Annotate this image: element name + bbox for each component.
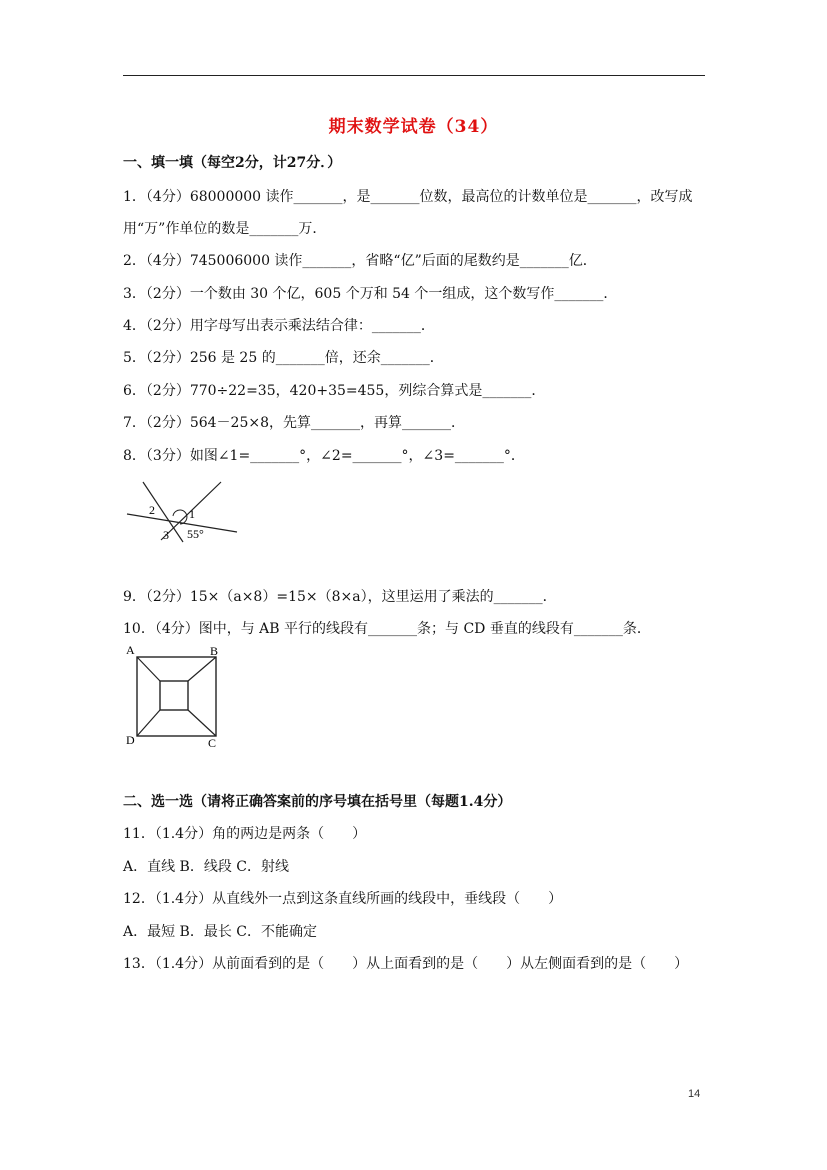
- angle-label-2: 2: [149, 503, 155, 517]
- question-line: 1．（4分）68000000 读作_______，是_______位数，最高位的计数单位是_______，改写成: [123, 189, 693, 205]
- question-line: 12．（1.4分）从直线外一点到这条直线所画的线段中，垂线段（ ）: [123, 891, 563, 907]
- question-line: 9．（2分）15×（a×8）=15×（8×a），这里运用了乘法的_______．: [123, 589, 557, 605]
- section2-heading: 二、选一选（请将正确答案前的序号填在括号里（每题1.4分）: [123, 794, 512, 810]
- question-line: 10．（4分）图中，与 AB 平行的线段有_______条；与 CD 垂直的线段有_______条．: [123, 621, 651, 637]
- vertex-label-b: B: [210, 644, 219, 658]
- question-line: 6．（2分）770÷22=35，420+35=455，列综合算式是_______．: [123, 383, 546, 399]
- header-rule: [123, 75, 705, 76]
- vertex-label-c: C: [208, 736, 217, 750]
- question-line: 13．（1.4分）从前面看到的是（ ）从上面看到的是（ ）从左侧面看到的是（ ）: [123, 956, 689, 972]
- angle-label-3: 3: [163, 528, 169, 542]
- angle-figure: [125, 478, 245, 546]
- question-line: 用“万”作单位的数是_______万．: [123, 221, 327, 237]
- angle-label-1: 1: [189, 507, 195, 521]
- question-line: 7．（2分）564－25×8，先算_______，再算_______．: [123, 415, 465, 431]
- vertex-label-a: A: [126, 643, 135, 657]
- option-line: A．最短 B．最长 C．不能确定: [123, 924, 318, 940]
- angle-value-label: 55°: [187, 527, 204, 541]
- question-line: 8．（3分）如图∠1=_______°，∠2=_______°，∠3=_______°．: [123, 448, 525, 464]
- question-line: 5．（2分）256 是 25 的_______倍，还余_______．: [123, 350, 444, 366]
- question-line: 2．（4分）745006000 读作_______，省略“亿”后面的尾数约是_______亿．: [123, 253, 597, 269]
- square-figure: [122, 641, 232, 753]
- question-line: 3．（2分）一个数由 30 个亿，605 个万和 54 个一组成，这个数写作_______．: [123, 286, 618, 302]
- page-title: 期末数学试卷（34）: [328, 117, 499, 137]
- question-line: 11．（1.4分）角的两边是两条（ ）: [123, 826, 367, 842]
- page-number: 14: [688, 1088, 701, 1100]
- vertex-label-d: D: [126, 733, 135, 747]
- question-line: 4．（2分）用字母写出表示乘法结合律：_______．: [123, 318, 435, 334]
- option-line: A．直线 B．线段 C．射线: [123, 859, 290, 875]
- section1-heading: 一、填一填（每空2分，计27分．）: [123, 155, 342, 171]
